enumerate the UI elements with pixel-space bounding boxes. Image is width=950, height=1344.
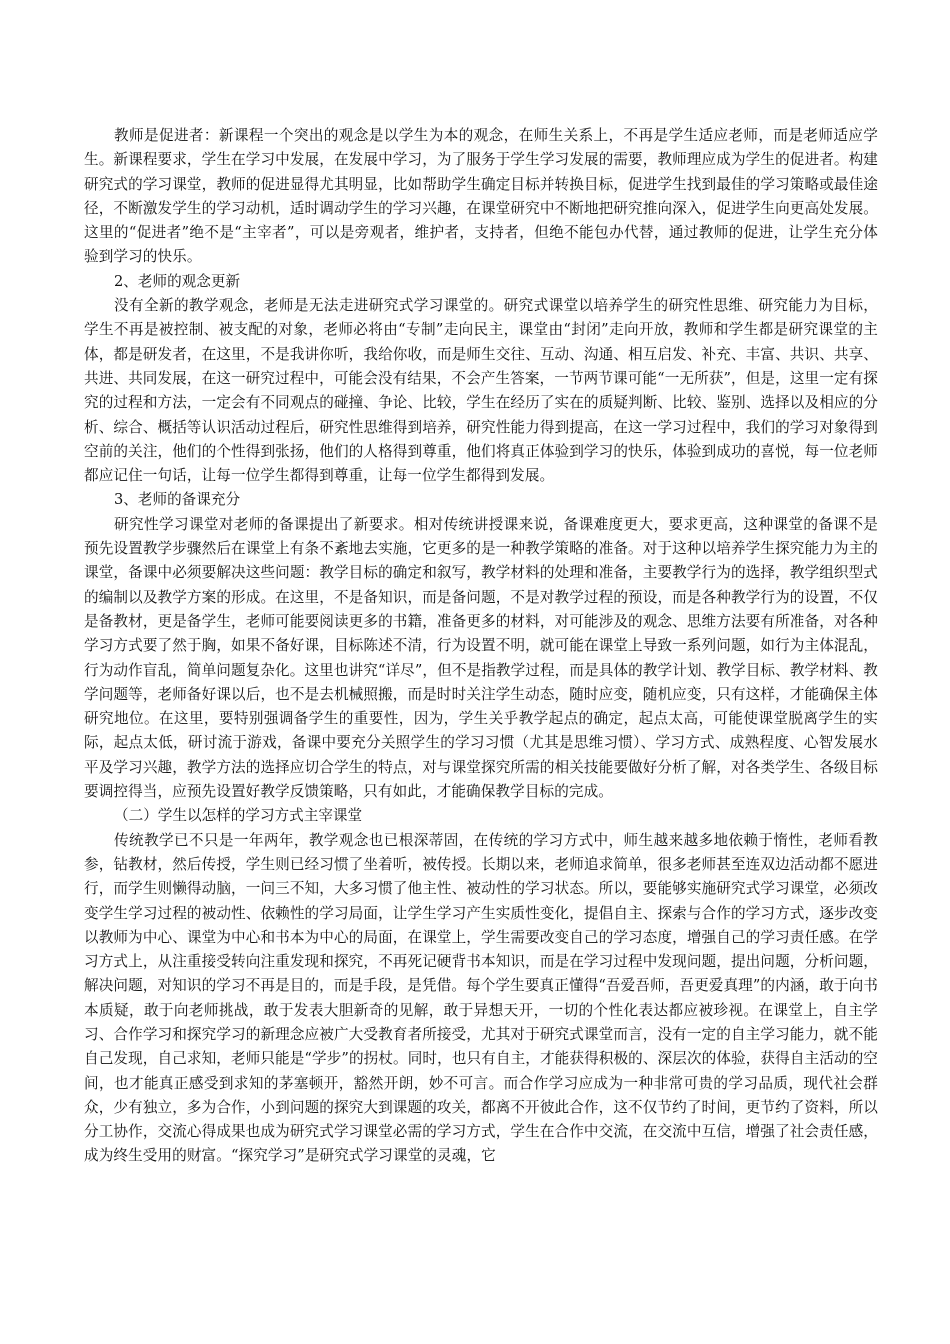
paragraph-lesson-preparation: 研究性学习课堂对老师的备课提出了新要求。相对传统讲授课来说，备课难度更大，要求更高，这种课堂的备课不是预先设置教学步骤然后在课堂上有条不紊地去实施，它更多的是一种教学策略的准备。对于这种以培养学生探究能力为主的课堂，备课中必须要解决这些问题：教学目标的确定和叙写，教学材料的处理和准备，主要教学行为的选择，教学组织型式的编制以及教学方案的形成。在这里，不是备知识，而是备问题，不是对教学过程的预设，而是各种教学行为的设置，不仅是备教材，更是备学生，老师可能要阅读更多的书籍，准备更多的材料，对可能涉及的观念、思维方法要有所准备，对各种学习方式要了然于胸，如果不备好课，目标陈述不清，行为设置不明，就可能在课堂上导致一系列问题，如行为主体混乱，行为动作盲乱，简单问题复杂化。这里也讲究“详尽”，但不是指教学过程，而是具体的教学计划、教学目标、教学材料、教学问题等，老师备好课以后，也不是去机械照搬，而是时时关注学生动态，随时应变，随机应变，只有这样，才能确保主体研究地位。在这里，要特别强调备学生的重要性，因为，学生关乎教学起点的确定，起点太高，可能使课堂脱离学生的实际，起点太低，研讨流于游戏，备课中要充分关照学生的学习习惯（尤其是思维习惯）、学习方式、成熟程度、心智发展水平及学习兴趣，教学方法的选择应切合学生的特点，对与课堂探究所需的相关技能要做好分析了解，对各类学生、各级目标要调控得当，应预先设置好教学反馈策略，只有如此，才能确保教学目标的完成。	[84, 515, 878, 801]
paragraph-concept-renewal: 没有全新的教学观念，老师是无法走进研究式学习课堂的。研究式课堂以培养学生的研究性思维、研究能力为目标，学生不再是被控制、被支配的对象，老师必将由“专制”走向民主，课堂由“封闭”走向开放，教师和学生都是研究课堂的主体，都是研发者，在这里，不是我讲你听，我给你收，而是师生交往、互动、沟通、相互启发、补充、丰富、共识、共享、共进、共同发展，在这一研究过程中，可能会没有结果，不会产生答案，一节两节课可能“一无所获”，但是，这里一定有探究的过程和方法，一定会有不同观点的碰撞、争论、比较，学生在经历了实在的质疑判断、比较、鉴别、选择以及相应的分析、综合、概括等认识活动过程后，研究性思维得到培养，研究性能力得到提高，在这一学习过程中，我们的学习对象得到空前的关注，他们的个性得到张扬，他们的人格得到尊重，他们将真正体验到学习的快乐，体验到成功的喜悦，每一位老师都应记住一句话，让每一位学生都得到尊重，让每一位学生都得到发展。	[84, 297, 878, 485]
section-heading-part-2: （二）学生以怎样的学习方式主宰课堂	[114, 807, 363, 825]
section-heading-3: 3、老师的备课充分	[114, 491, 241, 509]
paragraph-teacher-as-facilitator: 教师是促进者：新课程一个突出的观念是以学生为本的观念，在师生关系上，不再是学生适应老师，而是老师适应学生。新课程要求，学生在学习中发展，在发展中学习，为了服务于学生学习发展的需要，教师理应成为学生的促进者。构建研究式的学习课堂，教师的促进显得尤其明显，比如帮助学生确定目标并转换目标，促进学生找到最佳的学习策略或最佳途径，不断激发学生的学习动机，适时调动学生的学习兴趣，在课堂研究中不断地把研究推向深入，促进学生向更高处发展。这里的“促进者”绝不是“主宰者”，可以是旁观者，维护者，支持者，但绝不能包办代替，通过教师的促进，让学生充分体验到学习的快乐。	[84, 127, 878, 266]
section-heading-2: 2、老师的观念更新	[114, 272, 241, 290]
paragraph-learning-methods: 传统教学已不只是一年两年，教学观念也已根深蒂固，在传统的学习方式中，师生越来越多地依赖于惰性，老师看教参，钻教材，然后传授，学生则已经习惯了坐着听，被传授。长期以来，老师追求简单，很多老师甚至连双边活动都不愿进行，而学生则懒得动脑，一问三不知，大多习惯了他主性、被动性的学习状态。所以，要能够实施研究式学习课堂，必须改变学生学习过程的被动性、依赖性的学习局面，让学生学习产生实质性变化，提倡自主、探索与合作的学习方式，逐步改变以教师为中心、课堂为中心和书本为中心的局面，在课堂上，学生需要改变自己的学习态度，增强自己的学习责任感。在学习方式上，从注重接受转向注重发现和探究，不再死记硬背书本知识，而是在学习过程中发现问题，提出问题，分析问题，解决问题，对知识的学习不再是目的，而是手段，是凭借。每个学生要真正懂得“吾爱吾师，吾更爱真理”的内涵，敢于向书本质疑，敢于向老师挑战，敢于发表大胆新奇的见解，敢于异想天开，一切的个性化表达都应被珍视。在课堂上，自主学习、合作学习和探究学习的新理念应被广大受教育者所接受，尤其对于研究式课堂而言，没有一定的自主学习能力，就不能自己发现，自己求知，老师只能是“学步”的拐杖。同时，也只有自主，才能获得积极的、深层次的体验，获得自主活动的空间，也才能真正感受到求知的茅塞顿开，豁然开朗，妙不可言。而合作学习应成为一种非常可贵的学习品质，现代社会群众，少有独立，多为合作，小到问题的探究大到课题的攻关，都离不开彼此合作，这不仅节约了时间，更节约了资料，所以分工协作，交流心得成果也成为研究式学习课堂必需的学习方式，学生在合作中交流，在交流中互信，增强了社会责任感，成为终生受用的财富。“探究学习”是研究式学习课堂的灵魂，它	[84, 831, 878, 1165]
